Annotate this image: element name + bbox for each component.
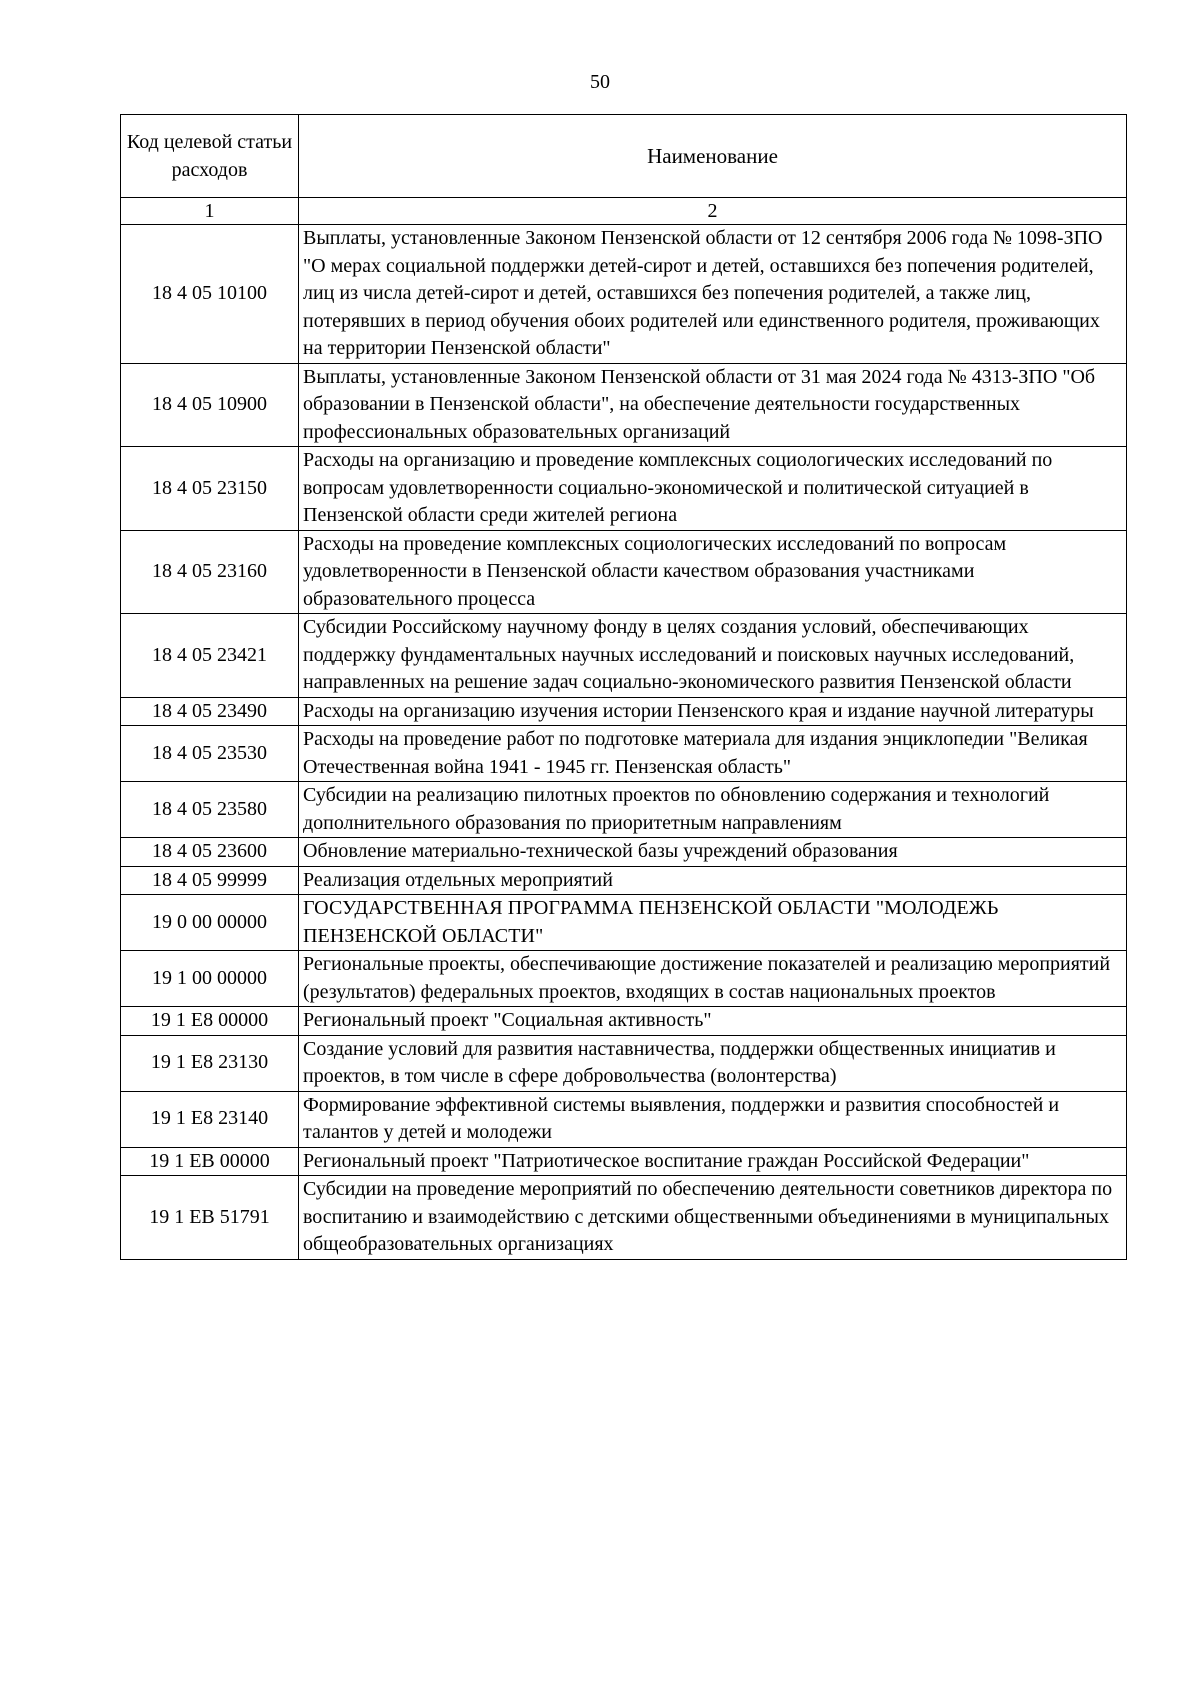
row-code: 18 4 05 23160 — [121, 530, 299, 614]
row-code: 18 4 05 23490 — [121, 697, 299, 726]
row-name: Субсидии Российскому научному фонду в целях создания условий, обеспечивающих поддержку фундаментальных научных исследований и поисковых научных исследований, направленных на решение задач социально-экономического развития Пензенской области — [299, 614, 1127, 698]
column-number-2: 2 — [299, 198, 1127, 225]
row-code: 19 0 00 00000 — [121, 895, 299, 951]
row-name: Расходы на проведение работ по подготовке материала для издания энциклопедии "Великая Отечественная война 1941 - 1945 гг. Пензенская область" — [299, 726, 1127, 782]
table-row — [121, 726, 1127, 782]
row-code: 18 4 05 23580 — [121, 782, 299, 838]
table-row — [121, 1091, 1127, 1147]
table-row — [121, 1147, 1127, 1176]
table-row — [121, 614, 1127, 698]
row-name: Расходы на организацию изучения истории Пензенского края и издание научной литературы — [299, 697, 1127, 726]
row-name: Расходы на проведение комплексных социологических исследований по вопросам удовлетворенности в Пензенской области качеством образования участниками образовательного процесса — [299, 530, 1127, 614]
row-name: Обновление материально-технической базы учреждений образования — [299, 838, 1127, 867]
table-row — [121, 782, 1127, 838]
column-number-1: 1 — [121, 198, 299, 225]
row-name: Региональный проект "Патриотическое воспитание граждан Российской Федерации" — [299, 1147, 1127, 1176]
row-code: 18 4 05 99999 — [121, 866, 299, 895]
table-row — [121, 1035, 1127, 1091]
header-name-column: Наименование — [299, 115, 1127, 198]
table-row — [121, 1007, 1127, 1036]
row-name: Субсидии на проведение мероприятий по обеспечению деятельности советников директора по воспитанию и взаимодействию с детскими общественными объединениями в муниципальных общеобразовательных организациях — [299, 1176, 1127, 1260]
row-name: Формирование эффективной системы выявления, поддержки и развития способностей и талантов у детей и молодежи — [299, 1091, 1127, 1147]
row-code: 19 1 E8 23140 — [121, 1091, 299, 1147]
table-row — [121, 1176, 1127, 1260]
row-code: 19 1 E8 23130 — [121, 1035, 299, 1091]
header-code-column: Код целевой статьи расходов — [121, 115, 299, 198]
row-code: 18 4 05 23421 — [121, 614, 299, 698]
table-row — [121, 866, 1127, 895]
row-name: Региональный проект "Социальная активность" — [299, 1007, 1127, 1036]
row-name: Региональные проекты, обеспечивающие достижение показателей и реализацию мероприятий (результатов) федеральных проектов, входящих в состав национальных проектов — [299, 951, 1127, 1007]
table-row — [121, 447, 1127, 531]
row-name: Субсидии на реализацию пилотных проектов по обновлению содержания и технологий дополнительного образования по приоритетным направлениям — [299, 782, 1127, 838]
row-code: 19 1 EB 00000 — [121, 1147, 299, 1176]
row-name: ГОСУДАРСТВЕННАЯ ПРОГРАММА ПЕНЗЕНСКОЙ ОБЛАСТИ "МОЛОДЕЖЬ ПЕНЗЕНСКОЙ ОБЛАСТИ" — [299, 895, 1127, 951]
row-code: 18 4 05 23150 — [121, 447, 299, 531]
table-row — [121, 838, 1127, 867]
row-name: Создание условий для развития наставничества, поддержки общественных инициатив и проектов, в том числе в сфере добровольчества (волонтерства) — [299, 1035, 1127, 1091]
row-name: Реализация отдельных мероприятий — [299, 866, 1127, 895]
table-row — [121, 363, 1127, 447]
row-name: Расходы на организацию и проведение комплексных социологических исследований по вопросам удовлетворенности социально-экономической и политической ситуацией в Пензенской области среди жителей региона — [299, 447, 1127, 531]
table-row — [121, 697, 1127, 726]
row-name: Выплаты, установленные Законом Пензенской области от 31 мая 2024 года № 4313-ЗПО "Об образовании в Пензенской области", на обеспечение деятельности государственных профессиональных образовательных организаций — [299, 363, 1127, 447]
table-body — [121, 115, 1127, 1260]
row-code: 19 1 00 00000 — [121, 951, 299, 1007]
table-header-row — [121, 115, 1127, 198]
column-number-row — [121, 198, 1127, 225]
row-code: 18 4 05 10100 — [121, 225, 299, 364]
table-row — [121, 225, 1127, 364]
table-row — [121, 530, 1127, 614]
row-code: 19 1 EB 51791 — [121, 1176, 299, 1260]
target-expenditure-table — [120, 114, 1127, 1260]
row-name: Выплаты, установленные Законом Пензенской области от 12 сентября 2006 года № 1098-ЗПО "О мерах социальной поддержки детей-сирот и детей, оставшихся без попечения родителей, лиц из числа детей-сирот и детей, оставшихся без попечения родителей, а также лиц, потерявших в период обучения обоих родителей или единственного родителя, проживающих на территории Пензенской области" — [299, 225, 1127, 364]
row-code: 18 4 05 23530 — [121, 726, 299, 782]
row-code: 19 1 E8 00000 — [121, 1007, 299, 1036]
table-row — [121, 895, 1127, 951]
page-number: 50 — [590, 71, 610, 93]
table-row — [121, 951, 1127, 1007]
row-code: 18 4 05 23600 — [121, 838, 299, 867]
row-code: 18 4 05 10900 — [121, 363, 299, 447]
